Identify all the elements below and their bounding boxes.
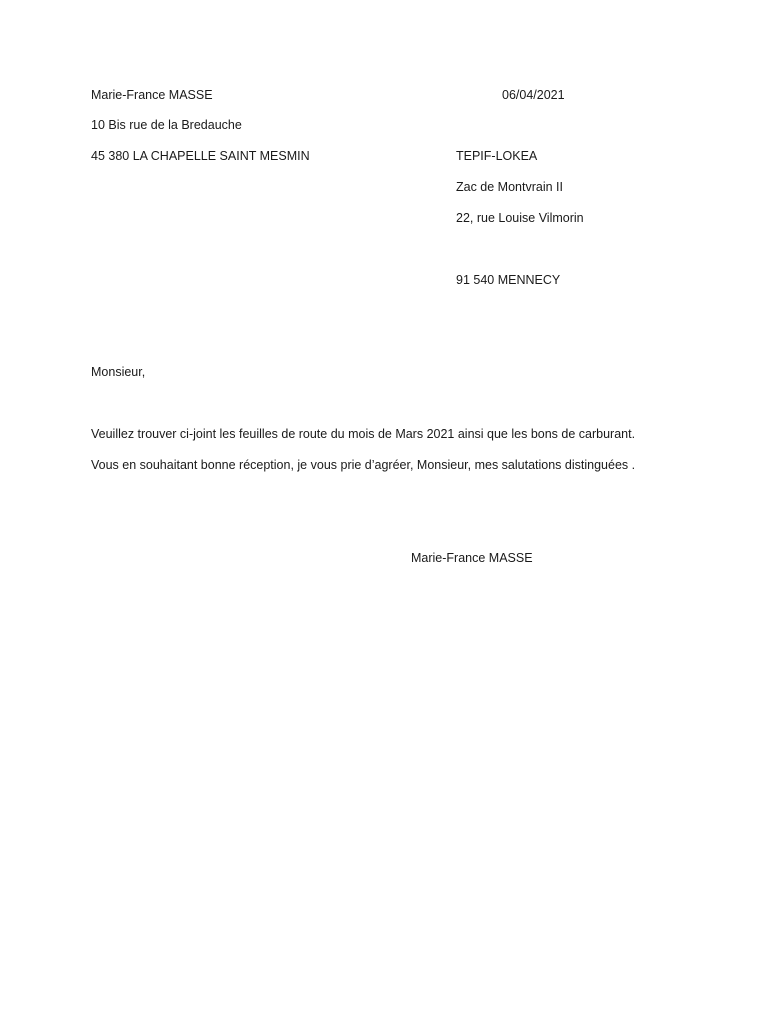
sender-city: 45 380 LA CHAPELLE SAINT MESMIN	[91, 149, 310, 163]
signature: Marie-France MASSE	[411, 551, 533, 565]
body-paragraph-2: Vous en souhaitant bonne réception, je vous prie d’agréer, Monsieur, mes salutations distinguées .	[91, 458, 636, 472]
recipient-zone: Zac de Montvrain II	[456, 180, 563, 194]
letter-date: 06/04/2021	[502, 88, 565, 102]
salutation: Monsieur,	[91, 365, 146, 379]
sender-street: 10 Bis rue de la Bredauche	[91, 118, 242, 132]
recipient-street: 22, rue Louise Vilmorin	[456, 211, 584, 225]
body-paragraph-1: Veuillez trouver ci-joint les feuilles de route du mois de Mars 2021 ainsi que les bons de carburant.	[91, 427, 636, 441]
recipient-company: TEPIF-LOKEA	[456, 149, 538, 163]
recipient-city: 91 540 MENNECY	[456, 273, 561, 287]
sender-name: Marie-France MASSE	[91, 88, 213, 102]
